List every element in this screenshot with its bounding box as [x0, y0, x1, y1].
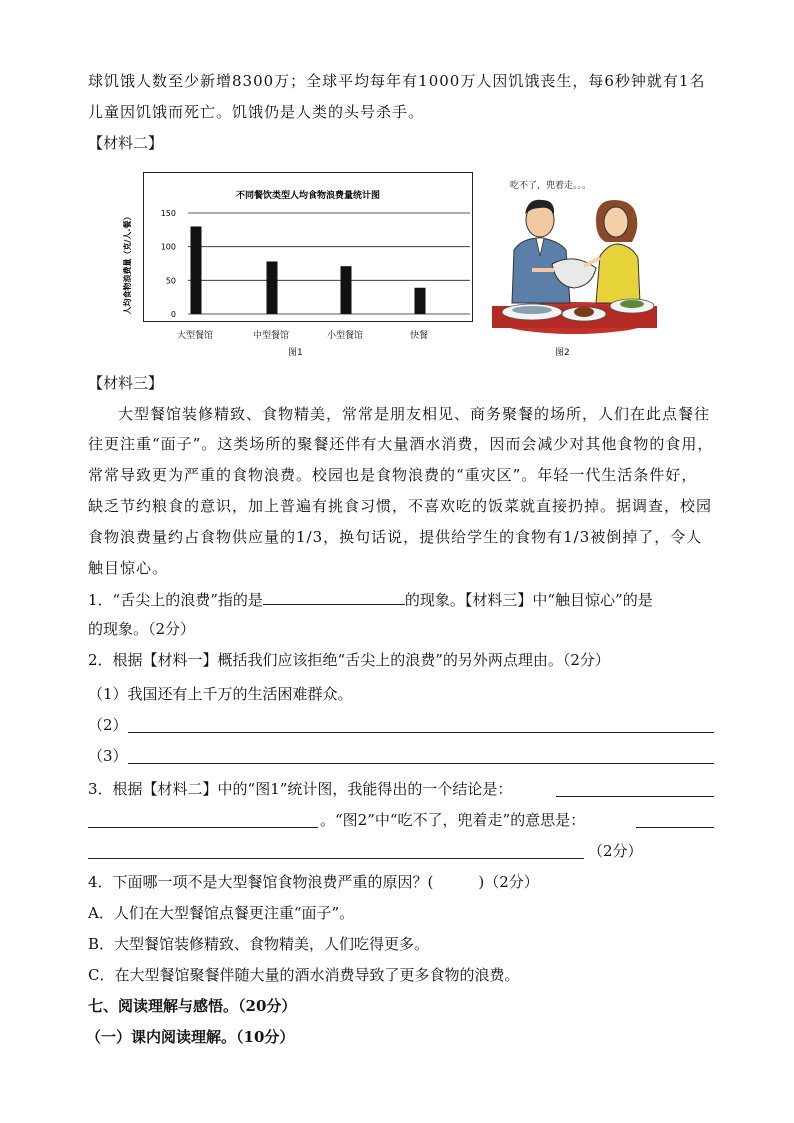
question-4-option-a[interactable]: A．人们在大型餐馆点餐更注重“面子”。: [88, 904, 355, 922]
question-3-part-b: 。“图2”中“吃不了，兜着走”的意思是：: [320, 811, 586, 829]
question-4: 4．下面哪一项不是大型餐馆食物浪费严重的原因？( )（2分）: [88, 873, 539, 891]
material3-line-5: 食物浪费量约占食物供应量的1/3，换句话说，提供给学生的食物有1/3被倒掉了，令人: [88, 528, 703, 546]
material3-line-6: 触目惊心。: [88, 559, 169, 577]
figure-2-speech-text: 吃不了，兜着走。。。: [510, 181, 592, 191]
diners-packing-food-illustration: [492, 178, 657, 328]
y-axis-label: 人均食物浪费量（克/人.餐）: [123, 212, 132, 315]
x-tick-label-小型餐馆: 小型餐馆: [326, 331, 363, 341]
bar-小型餐馆: [341, 266, 352, 314]
bar-大型餐馆: [191, 226, 202, 314]
question-3-answer-blank-1[interactable]: [556, 796, 714, 797]
bar-快餐: [415, 288, 426, 314]
question-1-cont: 的现象。（2分）: [88, 620, 196, 638]
material1-line-1: 球饥饿人数至少新增8300万；全球平均每年有1000万人因饥饿丧生，每6秒钟就有1名: [88, 72, 706, 90]
question-1-answer-blank-1[interactable]: [263, 588, 405, 605]
question-3: 3．根据【材料二】中的“图1”统计图，我能得出的一个结论是：: [88, 780, 513, 798]
figure-2-caption: 图2: [555, 348, 570, 358]
x-tick-label-大型餐馆: 大型餐馆: [176, 331, 213, 341]
question-4-option-c[interactable]: C．在大型餐馆聚餐伴随大量的酒水消费导致了更多食物的浪费。: [88, 966, 520, 984]
material3-line-2: 往更注重“面子”。这类场所的聚餐还伴有大量酒水消费，因而会减少对其他食物的食用，: [88, 435, 714, 453]
bar-chart-frame: [123, 172, 473, 322]
y-tick-label-0: 0: [170, 310, 176, 319]
chart-title: 不同餐饮类型人均食物浪费量统计图: [235, 191, 381, 201]
question-1-part-b: 的现象。【材料三】中“触目惊心”的是: [404, 591, 653, 609]
bar-中型餐馆: [267, 261, 278, 314]
question-1-part-a: 1．“舌尖上的浪费”指的是: [88, 591, 263, 609]
question-3-answer-blank-2[interactable]: [88, 827, 318, 828]
question-3-answer-blank-4[interactable]: [88, 858, 584, 859]
material3-line-3: 常常导致更为严重的食物浪费。校园也是食物浪费的“重灾区”。年轻一代生活条件好，: [88, 466, 698, 484]
y-tick-label-100: 100: [160, 242, 176, 252]
question-2-answer-2-blank[interactable]: [128, 732, 714, 733]
material3-line-1: 大型餐馆装修精致、食物精美，常常是朋友相见、商务聚餐的场所，人们在此点餐往: [118, 405, 711, 423]
section-7-subsection-1: （一）课内阅读理解。（10分）: [86, 1028, 295, 1046]
x-tick-label-快餐: 快餐: [409, 331, 428, 341]
material1-line-2: 儿童因饥饿而死亡。饥饿仍是人类的头号杀手。: [88, 103, 425, 121]
material2-heading: 【材料二】: [88, 134, 164, 152]
question-2-answer-3-label: （3）: [88, 747, 128, 765]
question-3-answer-blank-3[interactable]: [636, 827, 714, 828]
question-2: 2．根据【材料一】概括我们应该拒绝“舌尖上的浪费”的另外两点理由。（2分）: [88, 651, 610, 669]
question-4-option-b[interactable]: B．大型餐馆装修精致、食物精美，人们吃得更多。: [88, 935, 430, 953]
question-2-answer-1: （1）我国还有上千万的生活困难群众。: [88, 685, 353, 703]
material3-line-4: 缺乏节约粮食的意识，加上普遍有挑食习惯，不喜欢吃的饭菜就直接扔掉。据调查，校园: [88, 497, 713, 515]
figure-1-caption: 图1: [288, 348, 303, 358]
y-tick-label-50: 50: [165, 276, 176, 286]
section-7-title: 七、阅读理解与感悟。（20分）: [88, 997, 297, 1015]
y-tick-label-150: 150: [160, 209, 176, 218]
figure-2-illustration: [492, 178, 657, 328]
question-3-score: （2分）: [588, 842, 643, 860]
question-1: [88, 588, 653, 611]
material3-heading: 【材料三】: [88, 374, 164, 392]
bar-chart: [123, 173, 472, 321]
question-2-answer-3-blank[interactable]: [128, 763, 714, 764]
x-tick-label-中型餐馆: 中型餐馆: [252, 331, 289, 341]
question-2-answer-2-label: （2）: [88, 716, 128, 734]
